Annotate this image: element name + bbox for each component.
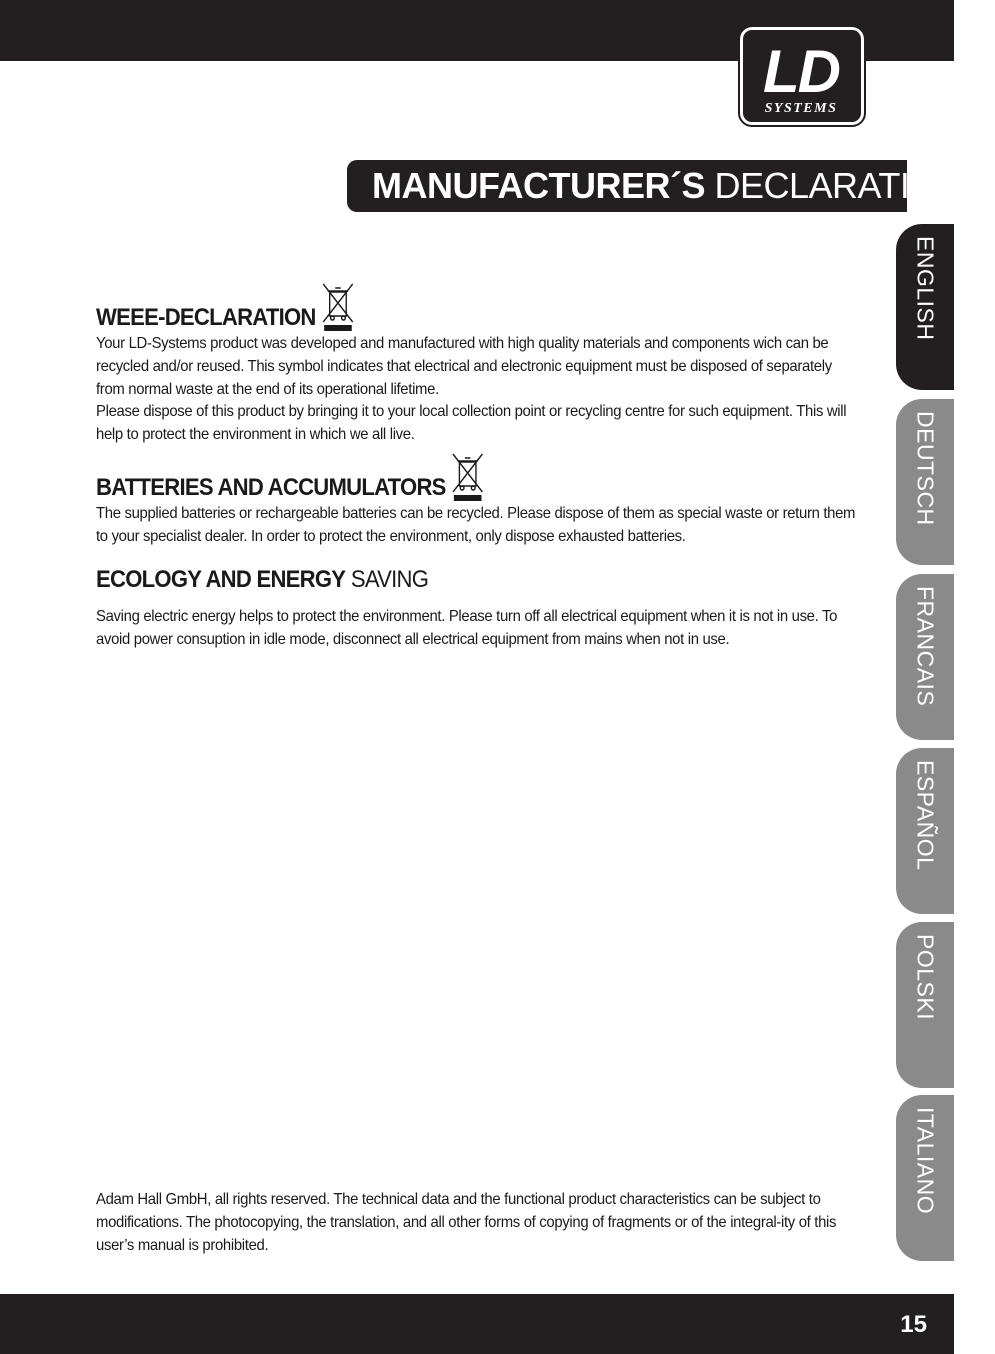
- tab-espanol[interactable]: [896, 748, 954, 914]
- section-heading-light: SAVING: [350, 566, 429, 593]
- svg-text:LD: LD: [763, 38, 839, 105]
- page-title-banner: [347, 160, 995, 212]
- ecology-text: [96, 606, 916, 652]
- tab-label: ESPAÑOL: [912, 760, 939, 871]
- copyright-notice: [96, 1189, 916, 1257]
- bottom-bar: [0, 1294, 954, 1354]
- ld-systems-logo: [740, 27, 864, 125]
- tab-polski[interactable]: [896, 922, 954, 1088]
- page-number: 15: [900, 1311, 927, 1338]
- tab-english[interactable]: [896, 224, 954, 390]
- tab-italiano[interactable]: [896, 1095, 954, 1261]
- batteries-text: [96, 503, 916, 549]
- tab-label: ENGLISH: [912, 236, 939, 341]
- tab-label: ITALIANO: [912, 1107, 939, 1215]
- copyright-text: Adam Hall GmbH, all rights reserved. The technical data and the functional product characteristics can be subject to modifications. The photocopying, the translation, and all other forms of copying of fragments or of the integral-ity of this user’s manual is prohibited.: [96, 1191, 837, 1254]
- paragraph: Please dispose of this product by bringing it to your local collection point or recycling centre for such equipment. This will help to protect the environment in which we all live.: [96, 403, 847, 444]
- ecology-heading: [96, 566, 428, 594]
- weee-declaration-text: [96, 333, 916, 447]
- paragraph: The supplied batteries or rechargeable batteries can be recycled. Please dispose of them as special waste or return them to your specialist dealer. In order to protect the environment, only dispose exhausted batteries.: [96, 505, 856, 545]
- paragraph: Your LD-Systems product was developed and manufactured with high quality materials and components wich can be recycled and/or reused. This symbol indicates that electrical and electronic equipment must be disposed of separately from normal waste at the end of its operational lifetime.: [96, 335, 832, 398]
- tab-label: DEUTSCH: [912, 411, 939, 526]
- svg-text:SYSTEMS: SYSTEMS: [764, 101, 838, 116]
- tab-label: POLSKI: [912, 934, 939, 1021]
- page-title: [372, 166, 995, 206]
- section-heading-text: WEEE-DECLARATION: [96, 304, 316, 331]
- section-heading-text: ECOLOGY AND ENERGY: [96, 566, 346, 593]
- page-title-light: DECLARATIONS:: [714, 165, 995, 206]
- tab-label: FRANCAIS: [912, 586, 939, 707]
- paragraph: Saving electric energy helps to protect the environment. Please turn off all electrical equipment when it is not in use. To avoid power consuption in idle mode, disconnect all electrical equipment from mains when not in use.: [96, 608, 838, 648]
- crossed-out-wheelie-bin-icon: [451, 452, 484, 502]
- tab-francais[interactable]: [896, 574, 954, 740]
- weee-declaration-heading: [96, 282, 354, 332]
- section-heading-text: BATTERIES AND ACCUMULATORS: [96, 474, 446, 501]
- batteries-heading: [96, 452, 484, 502]
- tab-deutsch[interactable]: [896, 399, 954, 565]
- page-title-bold: MANUFACTURER´S: [372, 165, 705, 206]
- crossed-out-wheelie-bin-icon: [321, 282, 354, 332]
